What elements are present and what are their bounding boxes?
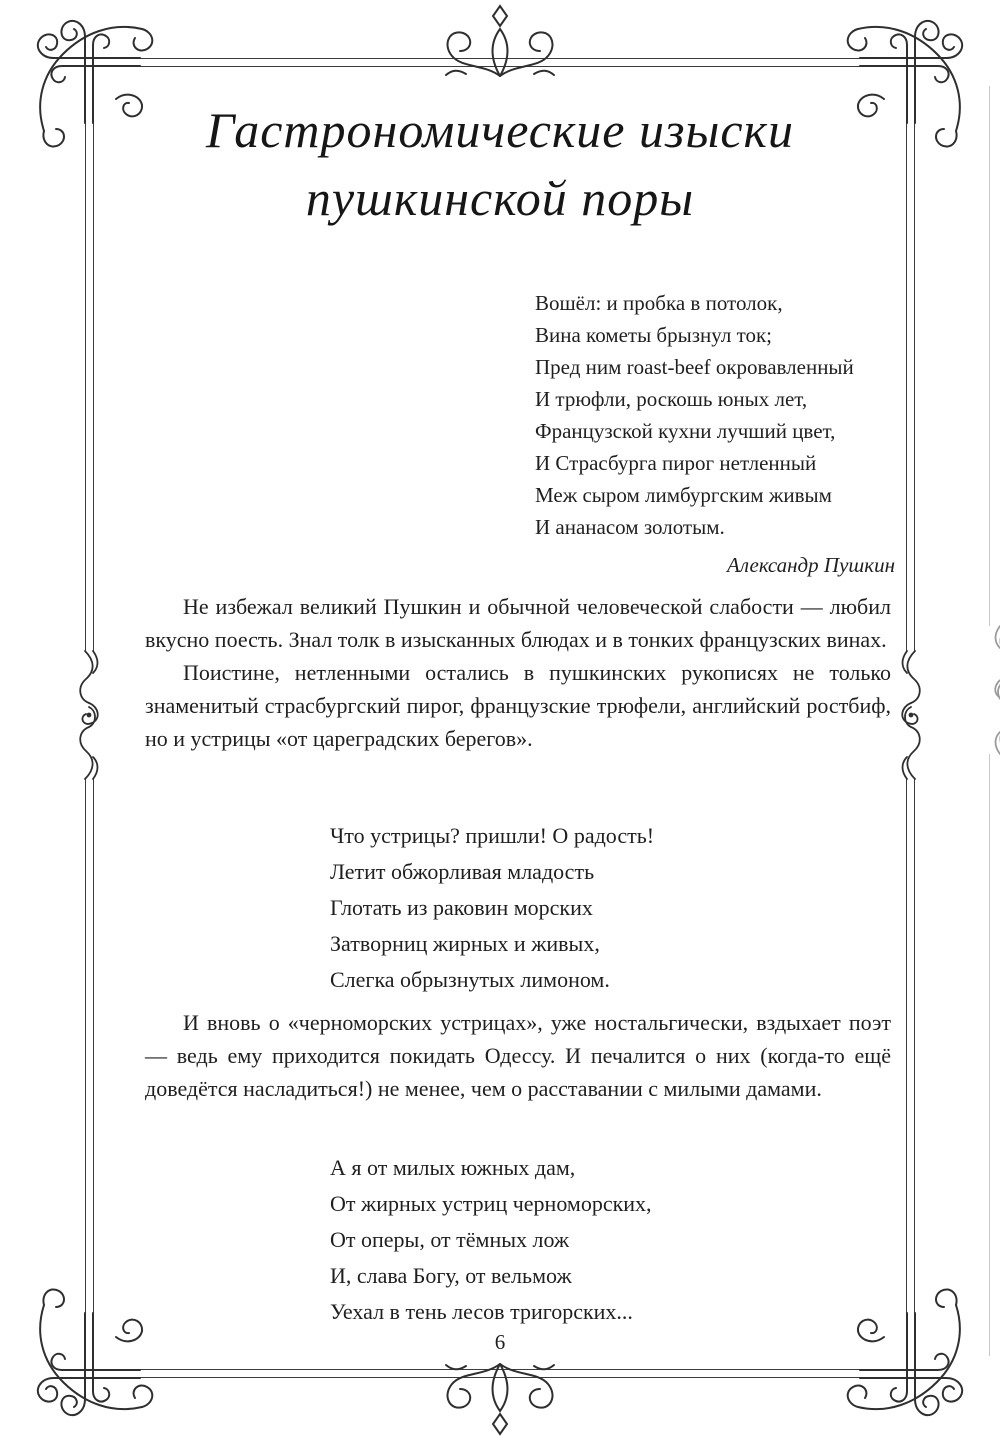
page-number: 6 <box>494 1330 506 1354</box>
poem-line: А я от милых южных дам, <box>330 1155 576 1180</box>
facing-page-fragment-icon <box>986 620 1000 760</box>
poem-line: Что устрицы? пришли! О радость! <box>330 823 655 848</box>
poem-line: И трюфли, роскошь юных лет, <box>535 387 808 411</box>
top-crest-icon <box>410 0 590 78</box>
paragraph: Не избежал великий Пушкин и обычной человеческой слабости — любил вкусно поесть. Знал толк в изысканных блюдах и в тонких французских винах. <box>145 594 891 652</box>
facing-page-fragment-icon <box>976 1200 1000 1350</box>
farewell-poem <box>330 1150 652 1330</box>
poem-line: Меж сыром лимбургским живым <box>535 483 832 507</box>
oysters-poem <box>330 818 654 998</box>
chapter-title <box>0 96 1000 232</box>
side-flourish-icon <box>71 645 107 785</box>
poem-line: Пред ним roast-beef окровавленный <box>535 355 854 379</box>
body-text-block <box>145 1006 891 1105</box>
side-flourish-icon <box>893 645 929 785</box>
poem-line: Глотать из раковин морских <box>330 895 593 920</box>
paragraph: И вновь о «черноморских устрицах», уже ностальгически, вздыхает поэт — ведь ему приходится покидать Одессу. И печалится о них (когда-то ещё доведётся насладиться!) не менее, чем о расставании с милыми дамами. <box>145 1010 891 1101</box>
poem-line: Французской кухни лучший цвет, <box>535 419 836 443</box>
poem-line: И Страсбурга пирог нетленный <box>535 451 817 475</box>
poem-line: От оперы, от тёмных лож <box>330 1227 570 1252</box>
paragraph: Поистине, нетленными остались в пушкинских рукописях не только знаменитый страсбургский пирог, французские трюфели, английский ростбиф, но и устрицы «от цареградских берегов». <box>145 660 891 751</box>
poem-line: Слегка обрызнутых лимоном. <box>330 967 610 992</box>
poem-line: Вошёл: и пробка в потолок, <box>535 291 783 315</box>
poem-line: Уехал в тень лесов тригорских... <box>330 1299 633 1324</box>
bottom-crest-icon <box>410 1362 590 1436</box>
chapter-title-line: Гастрономические изыски <box>206 102 794 158</box>
poem-line: От жирных устриц черноморских, <box>330 1191 652 1216</box>
poem-line: И ананасом золотым. <box>535 515 725 539</box>
poem-line: Летит обжорливая младость <box>330 859 595 884</box>
poem-line: Затворниц жирных и живых, <box>330 931 600 956</box>
chapter-title-line: пушкинской поры <box>305 170 695 226</box>
poem-line: И, слава Богу, от вельмож <box>330 1263 572 1288</box>
epigraph-poem <box>535 287 895 581</box>
body-text-block <box>145 590 891 755</box>
epigraph-attribution: Александр Пушкин <box>727 553 895 577</box>
poem-line: Вина кометы брызнул ток; <box>535 323 773 347</box>
